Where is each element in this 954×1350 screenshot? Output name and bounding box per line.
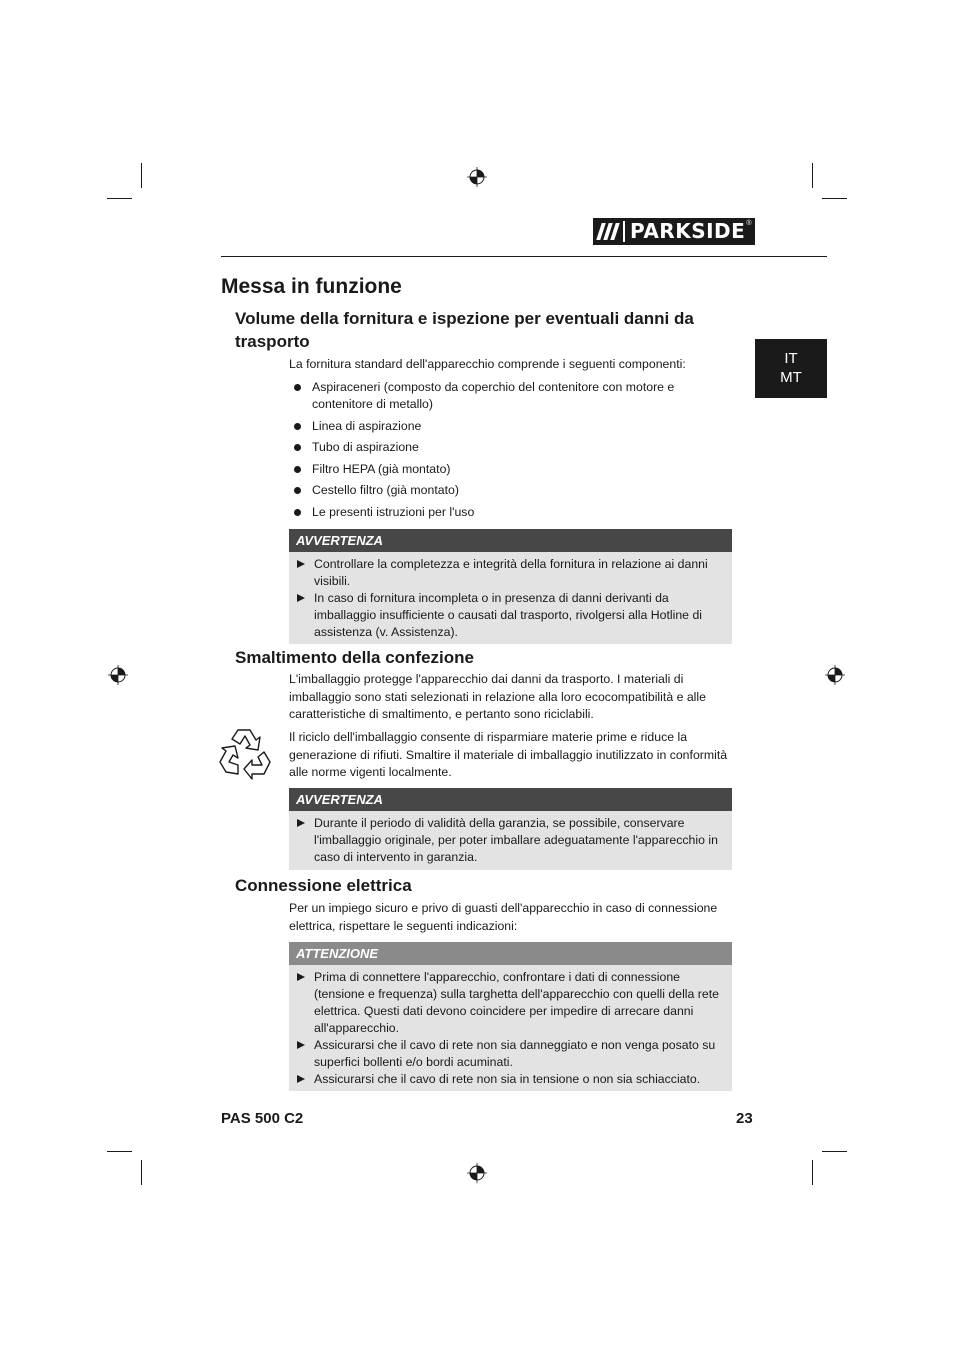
recycle-icon xyxy=(216,724,274,780)
registration-mark-icon xyxy=(467,167,487,187)
crop-mark xyxy=(812,163,813,188)
warning-label: AVVERTENZA xyxy=(289,529,732,552)
attention-label: ATTENZIONE xyxy=(289,942,732,965)
disposal-paragraph: Il riciclo dell'imballaggio consente di risparmiare materie prime e riduce la generazione di rifiuti. Smaltire il materiale di imballaggio inutilizzato in conformità alle norme vigenti localmente. xyxy=(289,730,728,779)
logo-stripes-icon xyxy=(593,223,623,240)
registered-mark: ® xyxy=(746,220,752,227)
list-item: Linea di aspirazione xyxy=(289,418,732,435)
list-item: Filtro HEPA (già montato) xyxy=(289,461,732,478)
header-divider xyxy=(221,256,827,257)
section-heading-delivery: Volume della fornitura e ispezione per eventuali danni da trasporto xyxy=(235,309,694,351)
list-item: Le presenti istruzioni per l'uso xyxy=(289,504,732,521)
registration-mark-icon xyxy=(467,1163,487,1183)
attention-box xyxy=(289,942,732,1091)
warning-item: Durante il periodo di validità della garanzia, se possibile, conservare l'imballaggio originale, per poter imballare adeguatamente l'apparecchio in caso di intervento in garanzia. xyxy=(289,815,722,866)
list-item: Tubo di aspirazione xyxy=(289,439,732,456)
attention-list xyxy=(289,965,732,1091)
parkside-logo xyxy=(593,218,755,245)
warning-item: In caso di fornitura incompleta o in presenza di danni derivanti da imballaggio insufficiente o causati dal trasporto, rivolgersi alla Hotline di assistenza (v. Assistenza). xyxy=(289,590,722,641)
crop-mark xyxy=(822,1151,847,1152)
language-tab xyxy=(755,339,827,398)
model-name: PAS 500 C2 xyxy=(221,1110,304,1127)
warning-box xyxy=(289,529,732,644)
section-heading-electrical: Connessione elettrica xyxy=(235,876,412,895)
attention-item: Assicurarsi che il cavo di rete non sia danneggiato e non venga posato su superfici bollenti e/o bordi acuminati. xyxy=(289,1037,722,1071)
attention-item: Prima di connettere l'apparecchio, confrontare i dati di connessione (tensione e frequenza) sulla targhetta dell'apparecchio con quelli della rete elettrica. Questi dati devono coincidere per impedire di arrecare danni all'apparecchio. xyxy=(289,969,722,1037)
language-code-mt: MT xyxy=(780,369,802,386)
section-heading-disposal: Smaltimento della confezione xyxy=(235,648,474,667)
crop-mark xyxy=(812,1160,813,1185)
delivery-item-list xyxy=(289,379,732,525)
attention-item: Assicurarsi che il cavo di rete non sia in tensione o non sia schiacciato. xyxy=(289,1071,722,1088)
registration-mark-icon xyxy=(825,665,845,685)
warning-item: Controllare la completezza e integrità della fornitura in relazione ai danni visibili. xyxy=(289,556,722,590)
disposal-paragraph: L'imballaggio protegge l'apparecchio dai danni da trasporto. I materiali di imballaggio sono stati selezionati in relazione alla loro ecocompatibilità e alle caratteristiche di smaltimento, e pertanto sono riciclabili. xyxy=(289,672,706,721)
logo-text: PARKSIDE xyxy=(623,221,745,242)
warning-list xyxy=(289,552,732,644)
crop-mark xyxy=(107,1151,132,1152)
registration-mark-icon xyxy=(108,665,128,685)
crop-mark xyxy=(107,198,132,199)
warning-list xyxy=(289,811,732,869)
list-item: Aspiraceneri (composto da coperchio del contenitore con motore e contenitore di metallo) xyxy=(289,379,682,413)
page-number: 23 xyxy=(736,1110,753,1127)
warning-label: AVVERTENZA xyxy=(289,788,732,811)
page-title: Messa in funzione xyxy=(221,275,402,298)
delivery-intro: La fornitura standard dell'apparecchio comprende i seguenti componenti: xyxy=(289,357,686,371)
crop-mark xyxy=(141,1160,142,1185)
crop-mark xyxy=(141,163,142,188)
language-code-it: IT xyxy=(784,350,798,367)
crop-mark xyxy=(822,198,847,199)
warning-box xyxy=(289,788,732,870)
list-item: Cestello filtro (già montato) xyxy=(289,482,732,499)
electrical-intro: Per un impiego sicuro e privo di guasti dell'apparecchio in caso di connessione elettrica, rispettare le seguenti indicazioni: xyxy=(289,901,718,933)
